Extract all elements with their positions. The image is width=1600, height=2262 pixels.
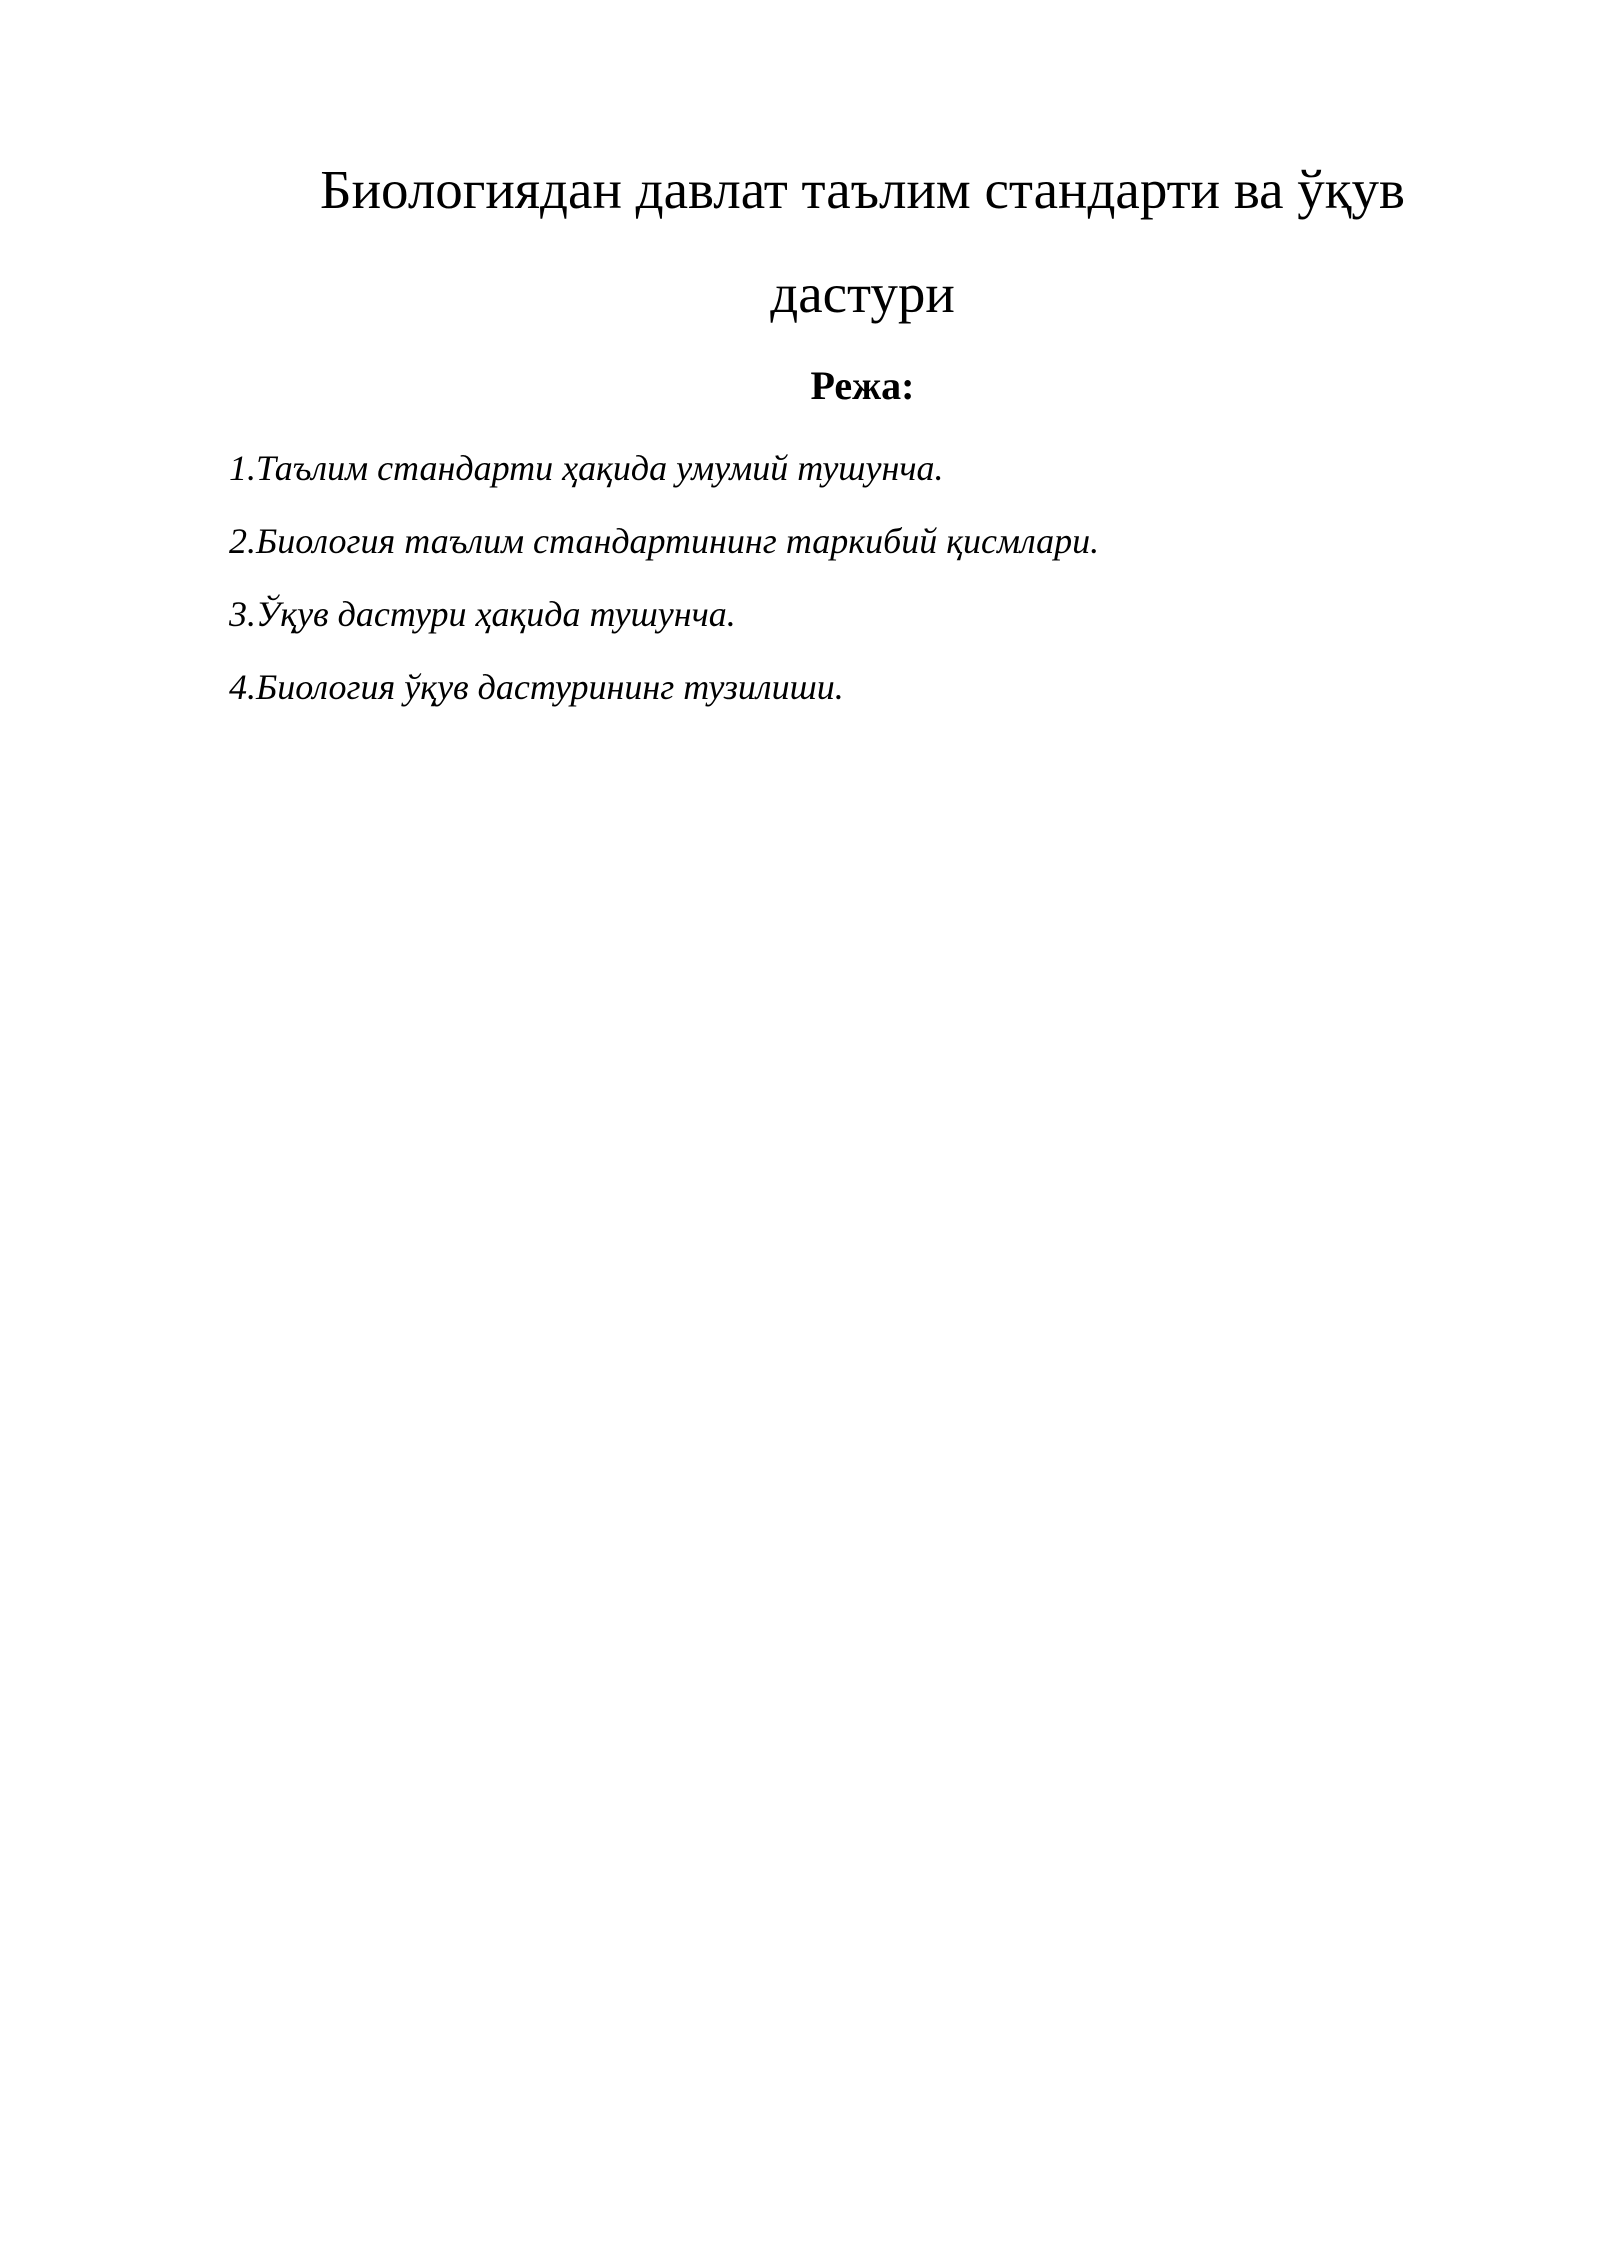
plan-item-2: 2.Биология таълим стандартининг таркибий қисмлари. (229, 521, 1100, 561)
plan-item-4: 4.Биология ўқув дастурининг тузилиши. (229, 667, 844, 707)
plan-list (229, 447, 1099, 739)
plan-item-1: 1.Таълим стандарти ҳақида умумий тушунча. (229, 448, 944, 488)
plan-heading: Режа: (810, 363, 915, 408)
document-title-line-2: дастури (770, 263, 955, 324)
document-title-line-1: Биологиядан давлат таълим стандарти ва ўқув (320, 159, 1405, 220)
plan-item-3: 3.Ўқув дастури ҳақида тушунча. (229, 594, 736, 634)
